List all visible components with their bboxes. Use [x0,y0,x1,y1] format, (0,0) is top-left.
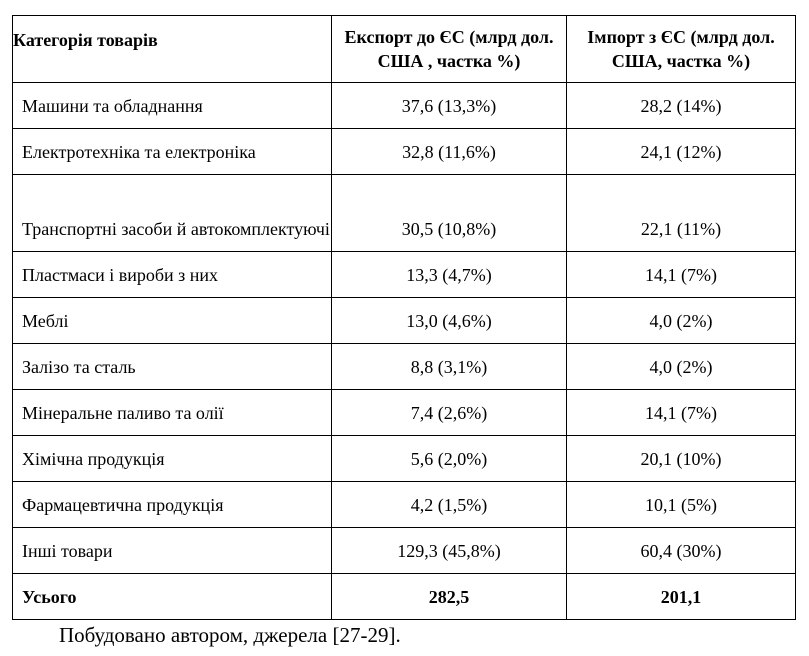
row-category: Інші товари [13,528,332,574]
table-row [13,175,796,252]
row-category: Електротехніка та електроніка [13,129,332,175]
row-category: Пластмаси і вироби з них [13,252,332,298]
row-category: Меблі [13,298,332,344]
total-row [13,574,796,620]
table-row [13,436,796,482]
total-category: Усього [13,574,332,620]
row-export: 30,5 (10,8%) [332,175,567,252]
row-import: 14,1 (7%) [567,252,796,298]
table-row [13,83,796,129]
row-export: 129,3 (45,8%) [332,528,567,574]
row-export: 5,6 (2,0%) [332,436,567,482]
table-row [13,528,796,574]
row-export: 4,2 (1,5%) [332,482,567,528]
row-export: 37,6 (13,3%) [332,83,567,129]
trade-table [12,15,796,620]
table-row [13,344,796,390]
row-import: 22,1 (11%) [567,175,796,252]
row-import: 24,1 (12%) [567,129,796,175]
row-export: 13,0 (4,6%) [332,298,567,344]
header-export: Експорт до ЄС (млрд дол. США , частка %) [332,16,567,83]
row-category: Фармацевтична продукція [13,482,332,528]
row-category: Машини та обладнання [13,83,332,129]
row-category: Транспортні засоби й автокомплектуючі [13,175,332,252]
row-category: Хімічна продукція [13,436,332,482]
row-import: 14,1 (7%) [567,390,796,436]
row-import: 28,2 (14%) [567,83,796,129]
header-import: Імпорт з ЄС (млрд дол. США, частка %) [567,16,796,83]
table-row [13,129,796,175]
row-category: Залізо та сталь [13,344,332,390]
total-import: 201,1 [567,574,796,620]
table-header-row [13,16,796,83]
row-import: 4,0 (2%) [567,298,796,344]
table-row [13,252,796,298]
row-import: 20,1 (10%) [567,436,796,482]
table-row [13,390,796,436]
row-category: Мінеральне паливо та олії [13,390,332,436]
table-row [13,482,796,528]
row-import: 10,1 (5%) [567,482,796,528]
row-import: 4,0 (2%) [567,344,796,390]
row-import: 60,4 (30%) [567,528,796,574]
row-export: 7,4 (2,6%) [332,390,567,436]
header-category: Категорія товарів [13,16,332,83]
row-export: 8,8 (3,1%) [332,344,567,390]
source-note: Побудовано автором, джерела [27-29]. [59,623,401,647]
row-export: 32,8 (11,6%) [332,129,567,175]
table-row [13,298,796,344]
row-export: 13,3 (4,7%) [332,252,567,298]
total-export: 282,5 [332,574,567,620]
